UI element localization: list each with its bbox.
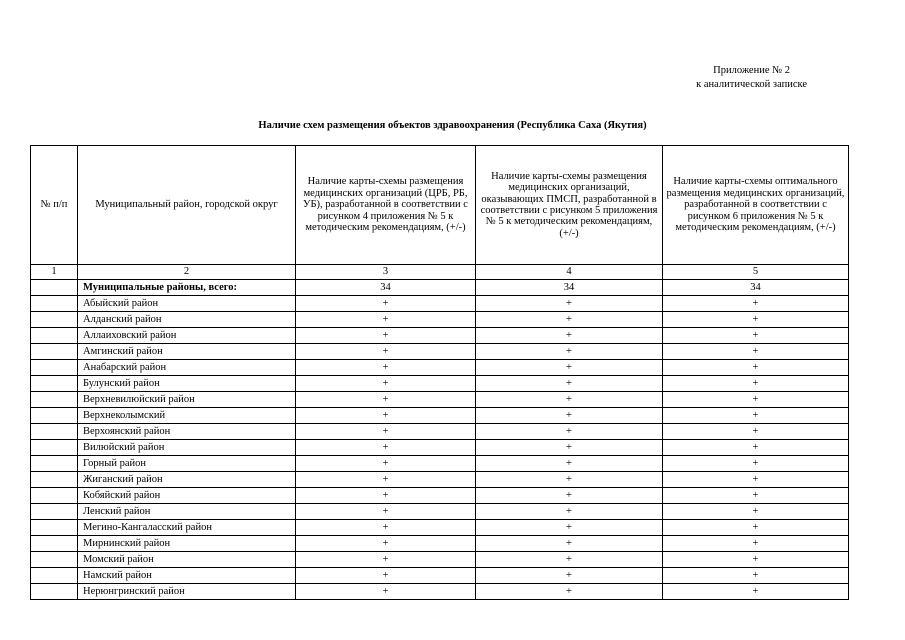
cell-col3: + (296, 488, 476, 504)
cell-col5: + (663, 440, 849, 456)
header-number: № п/п (31, 146, 78, 265)
cell-col5: + (663, 504, 849, 520)
cell-number (31, 456, 78, 472)
cell-col5: + (663, 552, 849, 568)
districts-table (30, 145, 849, 600)
cell-district-name: Абыйский район (78, 296, 296, 312)
cell-col3: + (296, 456, 476, 472)
cell-col4: + (476, 520, 663, 536)
cell-col4: + (476, 360, 663, 376)
column-number: 1 (31, 265, 78, 280)
cell-district-name: Верхоянский район (78, 424, 296, 440)
appendix-subtitle: к аналитической записке (696, 79, 807, 90)
cell-col5: + (663, 344, 849, 360)
cell-col4: + (476, 392, 663, 408)
cell-col4: + (476, 472, 663, 488)
table-row (31, 344, 849, 360)
cell-number (31, 312, 78, 328)
cell-number (31, 536, 78, 552)
cell-col4: + (476, 376, 663, 392)
cell-number (31, 504, 78, 520)
document-title: Наличие схем размещения объектов здравоохранения (Республика Саха (Якутия) (258, 120, 647, 131)
cell-col5: 34 (663, 280, 849, 296)
cell-number (31, 392, 78, 408)
cell-district-name: Мегино-Кангаласский район (78, 520, 296, 536)
table-row (31, 360, 849, 376)
cell-district-name: Жиганский район (78, 472, 296, 488)
cell-district-name: Момский район (78, 552, 296, 568)
cell-col3: + (296, 504, 476, 520)
cell-district-name: Ленский район (78, 504, 296, 520)
cell-number (31, 328, 78, 344)
header-col5: Наличие карты-схемы оптимального размещения медицинских организаций, разработанной в соответствии с рисунком 6 приложения № 5 к методическим рекомендациям, (+/-) (663, 146, 849, 265)
cell-col5: + (663, 584, 849, 600)
cell-district-name: Муниципальные районы, всего: (78, 280, 296, 296)
cell-col4: + (476, 536, 663, 552)
cell-number (31, 376, 78, 392)
cell-col3: + (296, 552, 476, 568)
header-col4: Наличие карты-схемы размещения медицинских организаций, оказывающих ПМСП, разработанной в соответствии с рисунком 5 приложения № 5 к методическим рекомендациям, (+/-) (476, 146, 663, 265)
cell-col5: + (663, 568, 849, 584)
cell-number (31, 360, 78, 376)
cell-district-name: Алданский район (78, 312, 296, 328)
cell-col5: + (663, 296, 849, 312)
table-row (31, 584, 849, 600)
cell-col3: + (296, 568, 476, 584)
cell-col5: + (663, 488, 849, 504)
cell-col4: + (476, 424, 663, 440)
cell-number (31, 296, 78, 312)
cell-col4: 34 (476, 280, 663, 296)
column-number: 3 (296, 265, 476, 280)
appendix-number: Приложение № 2 (713, 65, 791, 76)
cell-col4: + (476, 456, 663, 472)
cell-district-name: Нерюнгринский район (78, 584, 296, 600)
table-row (31, 504, 849, 520)
cell-number (31, 408, 78, 424)
cell-col3: + (296, 312, 476, 328)
cell-col5: + (663, 520, 849, 536)
cell-number (31, 520, 78, 536)
table-row (31, 456, 849, 472)
cell-col4: + (476, 568, 663, 584)
cell-district-name: Кобяйский район (78, 488, 296, 504)
cell-district-name: Верхнеколымский (78, 408, 296, 424)
header-district: Муниципальный район, городской округ (78, 146, 296, 265)
table-row (31, 312, 849, 328)
cell-col5: + (663, 408, 849, 424)
cell-district-name: Аллаиховский район (78, 328, 296, 344)
appendix-reference (696, 64, 807, 92)
table-row (31, 296, 849, 312)
table-row (31, 568, 849, 584)
cell-col4: + (476, 584, 663, 600)
column-number: 2 (78, 265, 296, 280)
cell-col4: + (476, 408, 663, 424)
table-row (31, 440, 849, 456)
table-row (31, 408, 849, 424)
cell-col3: + (296, 440, 476, 456)
cell-col5: + (663, 456, 849, 472)
cell-col5: + (663, 392, 849, 408)
column-number: 5 (663, 265, 849, 280)
cell-number (31, 440, 78, 456)
cell-col5: + (663, 360, 849, 376)
cell-col5: + (663, 424, 849, 440)
cell-number (31, 568, 78, 584)
cell-col5: + (663, 328, 849, 344)
cell-district-name: Амгинский район (78, 344, 296, 360)
cell-col3: + (296, 408, 476, 424)
cell-col3: + (296, 536, 476, 552)
cell-col4: + (476, 440, 663, 456)
cell-col3: + (296, 472, 476, 488)
cell-number (31, 344, 78, 360)
cell-district-name: Горный район (78, 456, 296, 472)
cell-district-name: Вилюйский район (78, 440, 296, 456)
cell-col4: + (476, 488, 663, 504)
cell-col4: + (476, 552, 663, 568)
table-row-total (31, 280, 849, 296)
cell-col4: + (476, 504, 663, 520)
cell-col3: + (296, 520, 476, 536)
table-row (31, 488, 849, 504)
cell-district-name: Мирнинский район (78, 536, 296, 552)
table-row (31, 536, 849, 552)
cell-col5: + (663, 472, 849, 488)
cell-number (31, 424, 78, 440)
table-row (31, 424, 849, 440)
cell-district-name: Намский район (78, 568, 296, 584)
cell-number (31, 552, 78, 568)
cell-col3: + (296, 584, 476, 600)
cell-number (31, 280, 78, 296)
table-row (31, 520, 849, 536)
table-row (31, 392, 849, 408)
cell-col3: 34 (296, 280, 476, 296)
cell-col3: + (296, 328, 476, 344)
header-col3: Наличие карты-схемы размещения медицинских организаций (ЦРБ, РБ, УБ), разработанной в соответствии с рисунком 4 приложения № 5 к методическим рекомендациям, (+/-) (296, 146, 476, 265)
column-number: 4 (476, 265, 663, 280)
cell-col5: + (663, 536, 849, 552)
cell-col3: + (296, 296, 476, 312)
cell-col3: + (296, 376, 476, 392)
cell-district-name: Анабарский район (78, 360, 296, 376)
cell-col5: + (663, 312, 849, 328)
table-row (31, 328, 849, 344)
cell-col3: + (296, 360, 476, 376)
cell-col4: + (476, 312, 663, 328)
cell-col3: + (296, 424, 476, 440)
cell-col3: + (296, 392, 476, 408)
cell-district-name: Верхневилюйский район (78, 392, 296, 408)
table-row (31, 472, 849, 488)
cell-col4: + (476, 296, 663, 312)
table-row (31, 552, 849, 568)
column-number-row (31, 265, 849, 280)
cell-district-name: Булунский район (78, 376, 296, 392)
cell-col4: + (476, 328, 663, 344)
cell-number (31, 472, 78, 488)
cell-number (31, 584, 78, 600)
cell-col3: + (296, 344, 476, 360)
cell-col5: + (663, 376, 849, 392)
table-row (31, 376, 849, 392)
cell-col4: + (476, 344, 663, 360)
table-body (31, 280, 849, 600)
cell-number (31, 488, 78, 504)
